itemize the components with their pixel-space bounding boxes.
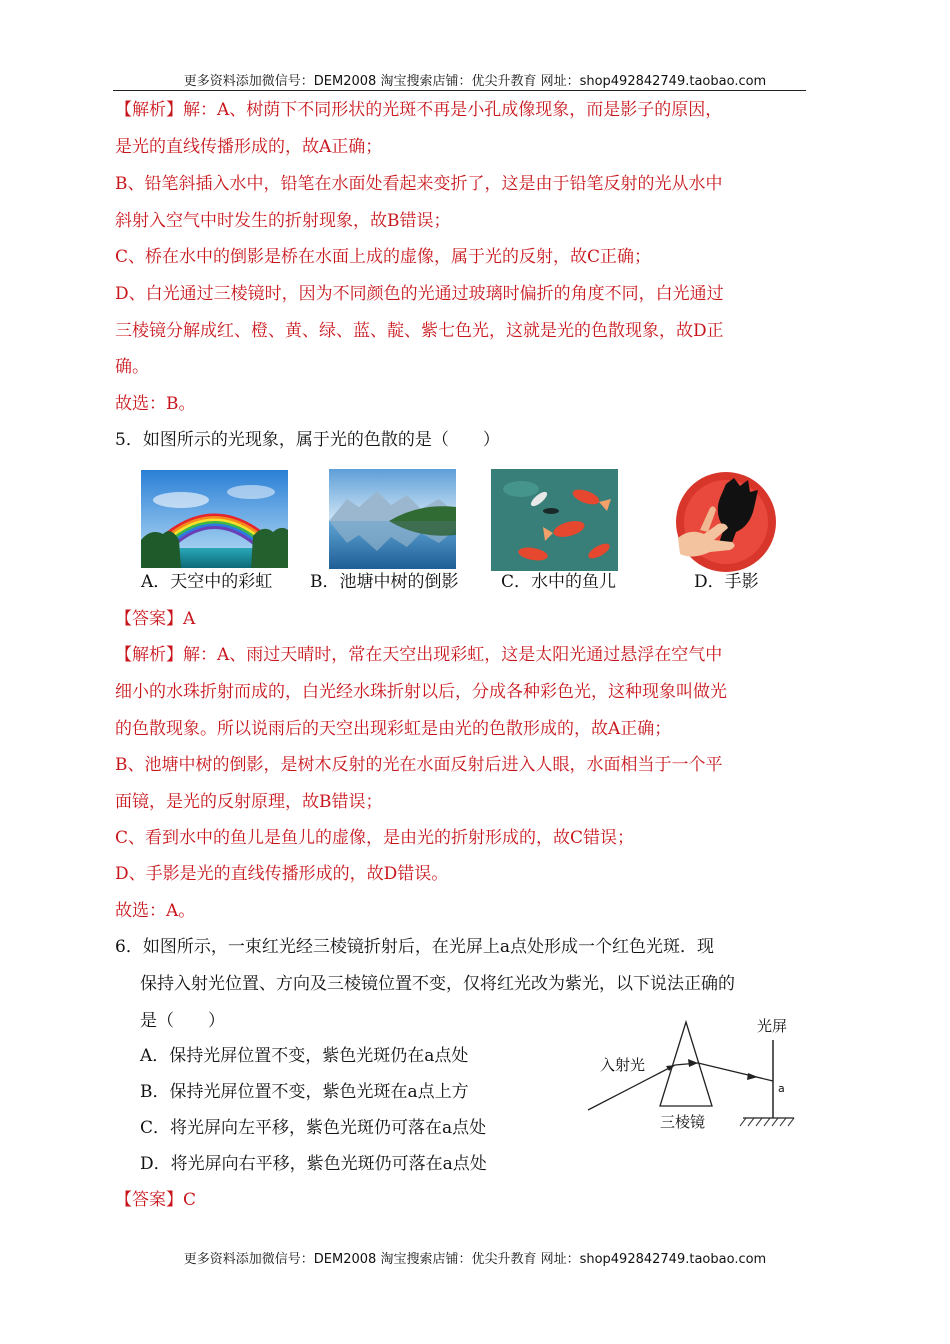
- incident-label: 入射光: [600, 1056, 646, 1074]
- q5-analysis-line: 细小的水珠折射而成的，白光经水珠折射以后，分成各种彩色光，这种现象叫做光: [115, 682, 727, 702]
- q5-option-d: D．手影: [694, 572, 759, 592]
- answer-value: A: [183, 609, 196, 629]
- q6-answer: [115, 1189, 196, 1211]
- q4-analysis-line: 三棱镜分解成红、橙、黄、绿、蓝、靛、紫七色光，这就是光的色散现象，故D正: [115, 321, 724, 341]
- q5-analysis-line: B、池塘中树的倒影，是树木反射的光在水面反射后进入人眼，水面相当于一个平: [115, 755, 723, 775]
- page-footer: 更多资料添加微信号：DEM2008 淘宝搜索店铺：优尖升教育 网址：shop492842749.taobao.com: [183, 1252, 767, 1267]
- prism-label: 三棱镜: [660, 1113, 706, 1131]
- answer-tag: 【答案】: [115, 1190, 183, 1210]
- q4-analysis-line: C、桥在水中的倒影是桥在水面上成的虚像，属于光的反射，故C正确；: [115, 247, 652, 267]
- q5-analysis-line: 【解析】解：A、雨过天晴时，常在天空出现彩虹，这是太阳光通过悬浮在空气中: [115, 645, 723, 665]
- q4-analysis-line: 斜射入空气中时发生的折射现象，故B错误；: [115, 211, 451, 231]
- q4-conclusion: 故选：B。: [115, 394, 196, 414]
- fish-in-water-image: [491, 469, 618, 571]
- q5-analysis-line: D、手影是光的直线传播形成的，故D错误。: [115, 864, 449, 884]
- answer-value: C: [183, 1190, 197, 1210]
- q5-conclusion: 故选：A。: [115, 901, 196, 921]
- screen-label: 光屏: [757, 1017, 788, 1035]
- answer-tag: 【答案】: [115, 609, 183, 629]
- q5-analysis-line: 面镜，是光的反射原理，故B错误；: [115, 792, 383, 812]
- rainbow-image: [141, 470, 288, 568]
- q6-stem-line: 是（ ）: [140, 1011, 225, 1031]
- q5-answer: [115, 608, 195, 630]
- q4-analysis-line: B、铅笔斜插入水中，铅笔在水面处看起来变折了，这是由于铅笔反射的光从水中: [115, 174, 723, 194]
- q4-analysis-line: 确。: [115, 357, 149, 377]
- q4-analysis-line: D、白光通过三棱镜时，因为不同颜色的光通过玻璃时偏折的角度不同，白光通过: [115, 284, 724, 304]
- page-header: 更多资料添加微信号：DEM2008 淘宝搜索店铺：优尖升教育 网址：shop492842749.taobao.com: [183, 74, 767, 89]
- tree-reflection-image: [329, 469, 456, 569]
- q6-stem-line: 保持入射光位置、方向及三棱镜位置不变，仅将红光改为紫光，以下说法正确的: [140, 974, 735, 994]
- q6-option-c: C．将光屏向左平移，紫色光斑仍可落在a点处: [140, 1118, 487, 1138]
- q4-analysis-line: 是光的直线传播形成的，故A正确；: [115, 137, 383, 157]
- hand-shadow-image: [670, 468, 778, 572]
- header-divider: [113, 90, 806, 91]
- q5-option-c: C．水中的鱼儿: [501, 572, 617, 592]
- q5-analysis-line: 的色散现象。所以说雨后的天空出现彩虹是由光的色散形成的，故A正确；: [115, 719, 672, 739]
- q5-option-a: A．天空中的彩虹: [141, 572, 273, 592]
- q5-stem: 5．如图所示的光现象，属于光的色散的是（ ）: [115, 430, 500, 450]
- emergent-ray: [698, 1063, 773, 1081]
- prism-diagram: [580, 1010, 810, 1140]
- point-a-label: a: [778, 1082, 785, 1095]
- q6-option-b: B．保持光屏位置不变，紫色光斑在a点上方: [140, 1082, 469, 1102]
- q5-option-b: B．池塘中树的倒影: [310, 572, 459, 592]
- q6-option-d: D．将光屏向右平移，紫色光斑仍可落在a点处: [140, 1154, 487, 1174]
- q5-analysis-line: C、看到水中的鱼儿是鱼儿的虚像，是由光的折射形成的，故C错误；: [115, 828, 635, 848]
- q6-option-a: A．保持光屏位置不变，紫色光斑仍在a点处: [140, 1046, 469, 1066]
- q6-stem-line: 6．如图所示，一束红光经三棱镜折射后，在光屏上a点处形成一个红色光斑．现: [115, 937, 714, 957]
- q4-analysis-line: 【解析】解：A、树荫下不同形状的光斑不再是小孔成像现象，而是影子的原因，: [115, 100, 723, 120]
